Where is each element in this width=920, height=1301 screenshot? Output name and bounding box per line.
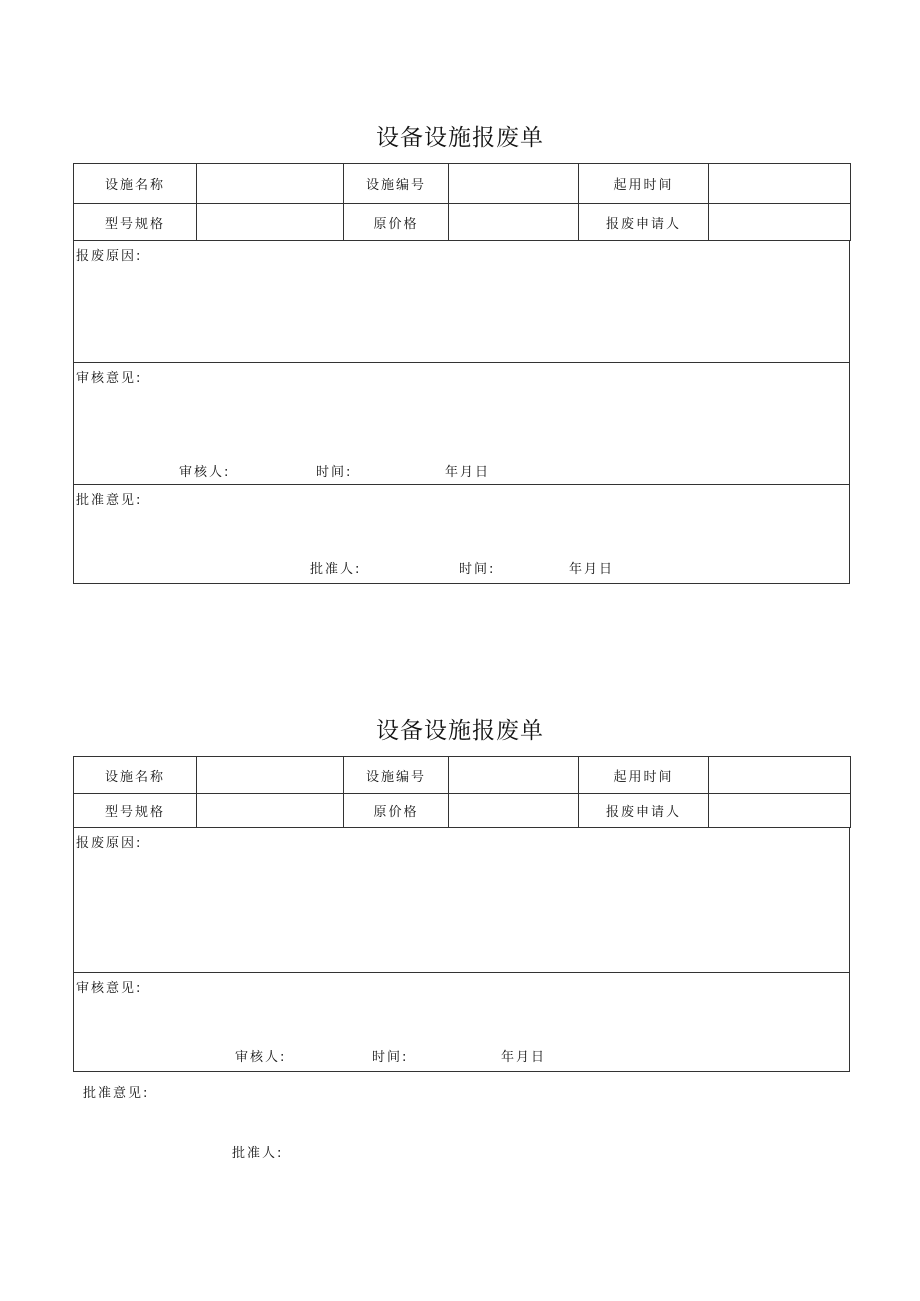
review-opinion-label: 审核意见: bbox=[76, 981, 143, 996]
scrap-reason-label: 报废原因: bbox=[76, 836, 143, 851]
review-date-label: 年月日 bbox=[445, 465, 491, 480]
reviewer-label: 审核人: bbox=[179, 465, 231, 480]
model-spec-field[interactable] bbox=[197, 204, 344, 241]
scrap-reason-label: 报废原因: bbox=[76, 249, 143, 264]
start-time-label: 起用时间 bbox=[579, 164, 709, 204]
facility-name-field[interactable] bbox=[197, 757, 344, 794]
original-price-field[interactable] bbox=[449, 794, 579, 828]
scrap-reason-section[interactable] bbox=[73, 241, 850, 363]
review-date-label: 年月日 bbox=[501, 1050, 547, 1065]
applicant-label: 报废申请人 bbox=[579, 794, 709, 828]
facility-code-label: 设施编号 bbox=[344, 757, 449, 794]
facility-code-label: 设施编号 bbox=[344, 164, 449, 204]
approval-date-label: 年月日 bbox=[569, 562, 615, 577]
approval-section[interactable] bbox=[73, 1072, 850, 1172]
info-table bbox=[73, 756, 851, 828]
form-1-title: 设备设施报废单 bbox=[376, 125, 544, 151]
info-table bbox=[73, 163, 851, 241]
review-time-label: 时间: bbox=[372, 1050, 409, 1065]
model-spec-field[interactable] bbox=[197, 794, 344, 828]
start-time-label: 起用时间 bbox=[579, 757, 709, 794]
facility-name-field[interactable] bbox=[197, 164, 344, 204]
facility-name-label: 设施名称 bbox=[74, 757, 197, 794]
applicant-field[interactable] bbox=[709, 794, 851, 828]
approval-time-label: 时间: bbox=[459, 562, 496, 577]
original-price-field[interactable] bbox=[449, 204, 579, 241]
reviewer-label: 审核人: bbox=[235, 1050, 287, 1065]
approval-opinion-label: 批准意见: bbox=[83, 1086, 150, 1101]
approval-section[interactable] bbox=[73, 485, 850, 584]
review-section[interactable] bbox=[73, 363, 850, 485]
approver-label: 批准人: bbox=[232, 1146, 284, 1161]
approver-label: 批准人: bbox=[310, 562, 362, 577]
form-2-title: 设备设施报废单 bbox=[376, 718, 544, 744]
model-spec-label: 型号规格 bbox=[74, 794, 197, 828]
scrap-reason-section[interactable] bbox=[73, 828, 850, 973]
model-spec-label: 型号规格 bbox=[74, 204, 197, 241]
approval-opinion-label: 批准意见: bbox=[76, 493, 143, 508]
facility-code-field[interactable] bbox=[449, 164, 579, 204]
review-section[interactable] bbox=[73, 973, 850, 1072]
original-price-label: 原价格 bbox=[344, 204, 449, 241]
facility-name-label: 设施名称 bbox=[74, 164, 197, 204]
start-time-field[interactable] bbox=[709, 164, 851, 204]
review-time-label: 时间: bbox=[316, 465, 353, 480]
original-price-label: 原价格 bbox=[344, 794, 449, 828]
applicant-field[interactable] bbox=[709, 204, 851, 241]
start-time-field[interactable] bbox=[709, 757, 851, 794]
review-opinion-label: 审核意见: bbox=[76, 371, 143, 386]
applicant-label: 报废申请人 bbox=[579, 204, 709, 241]
facility-code-field[interactable] bbox=[449, 757, 579, 794]
